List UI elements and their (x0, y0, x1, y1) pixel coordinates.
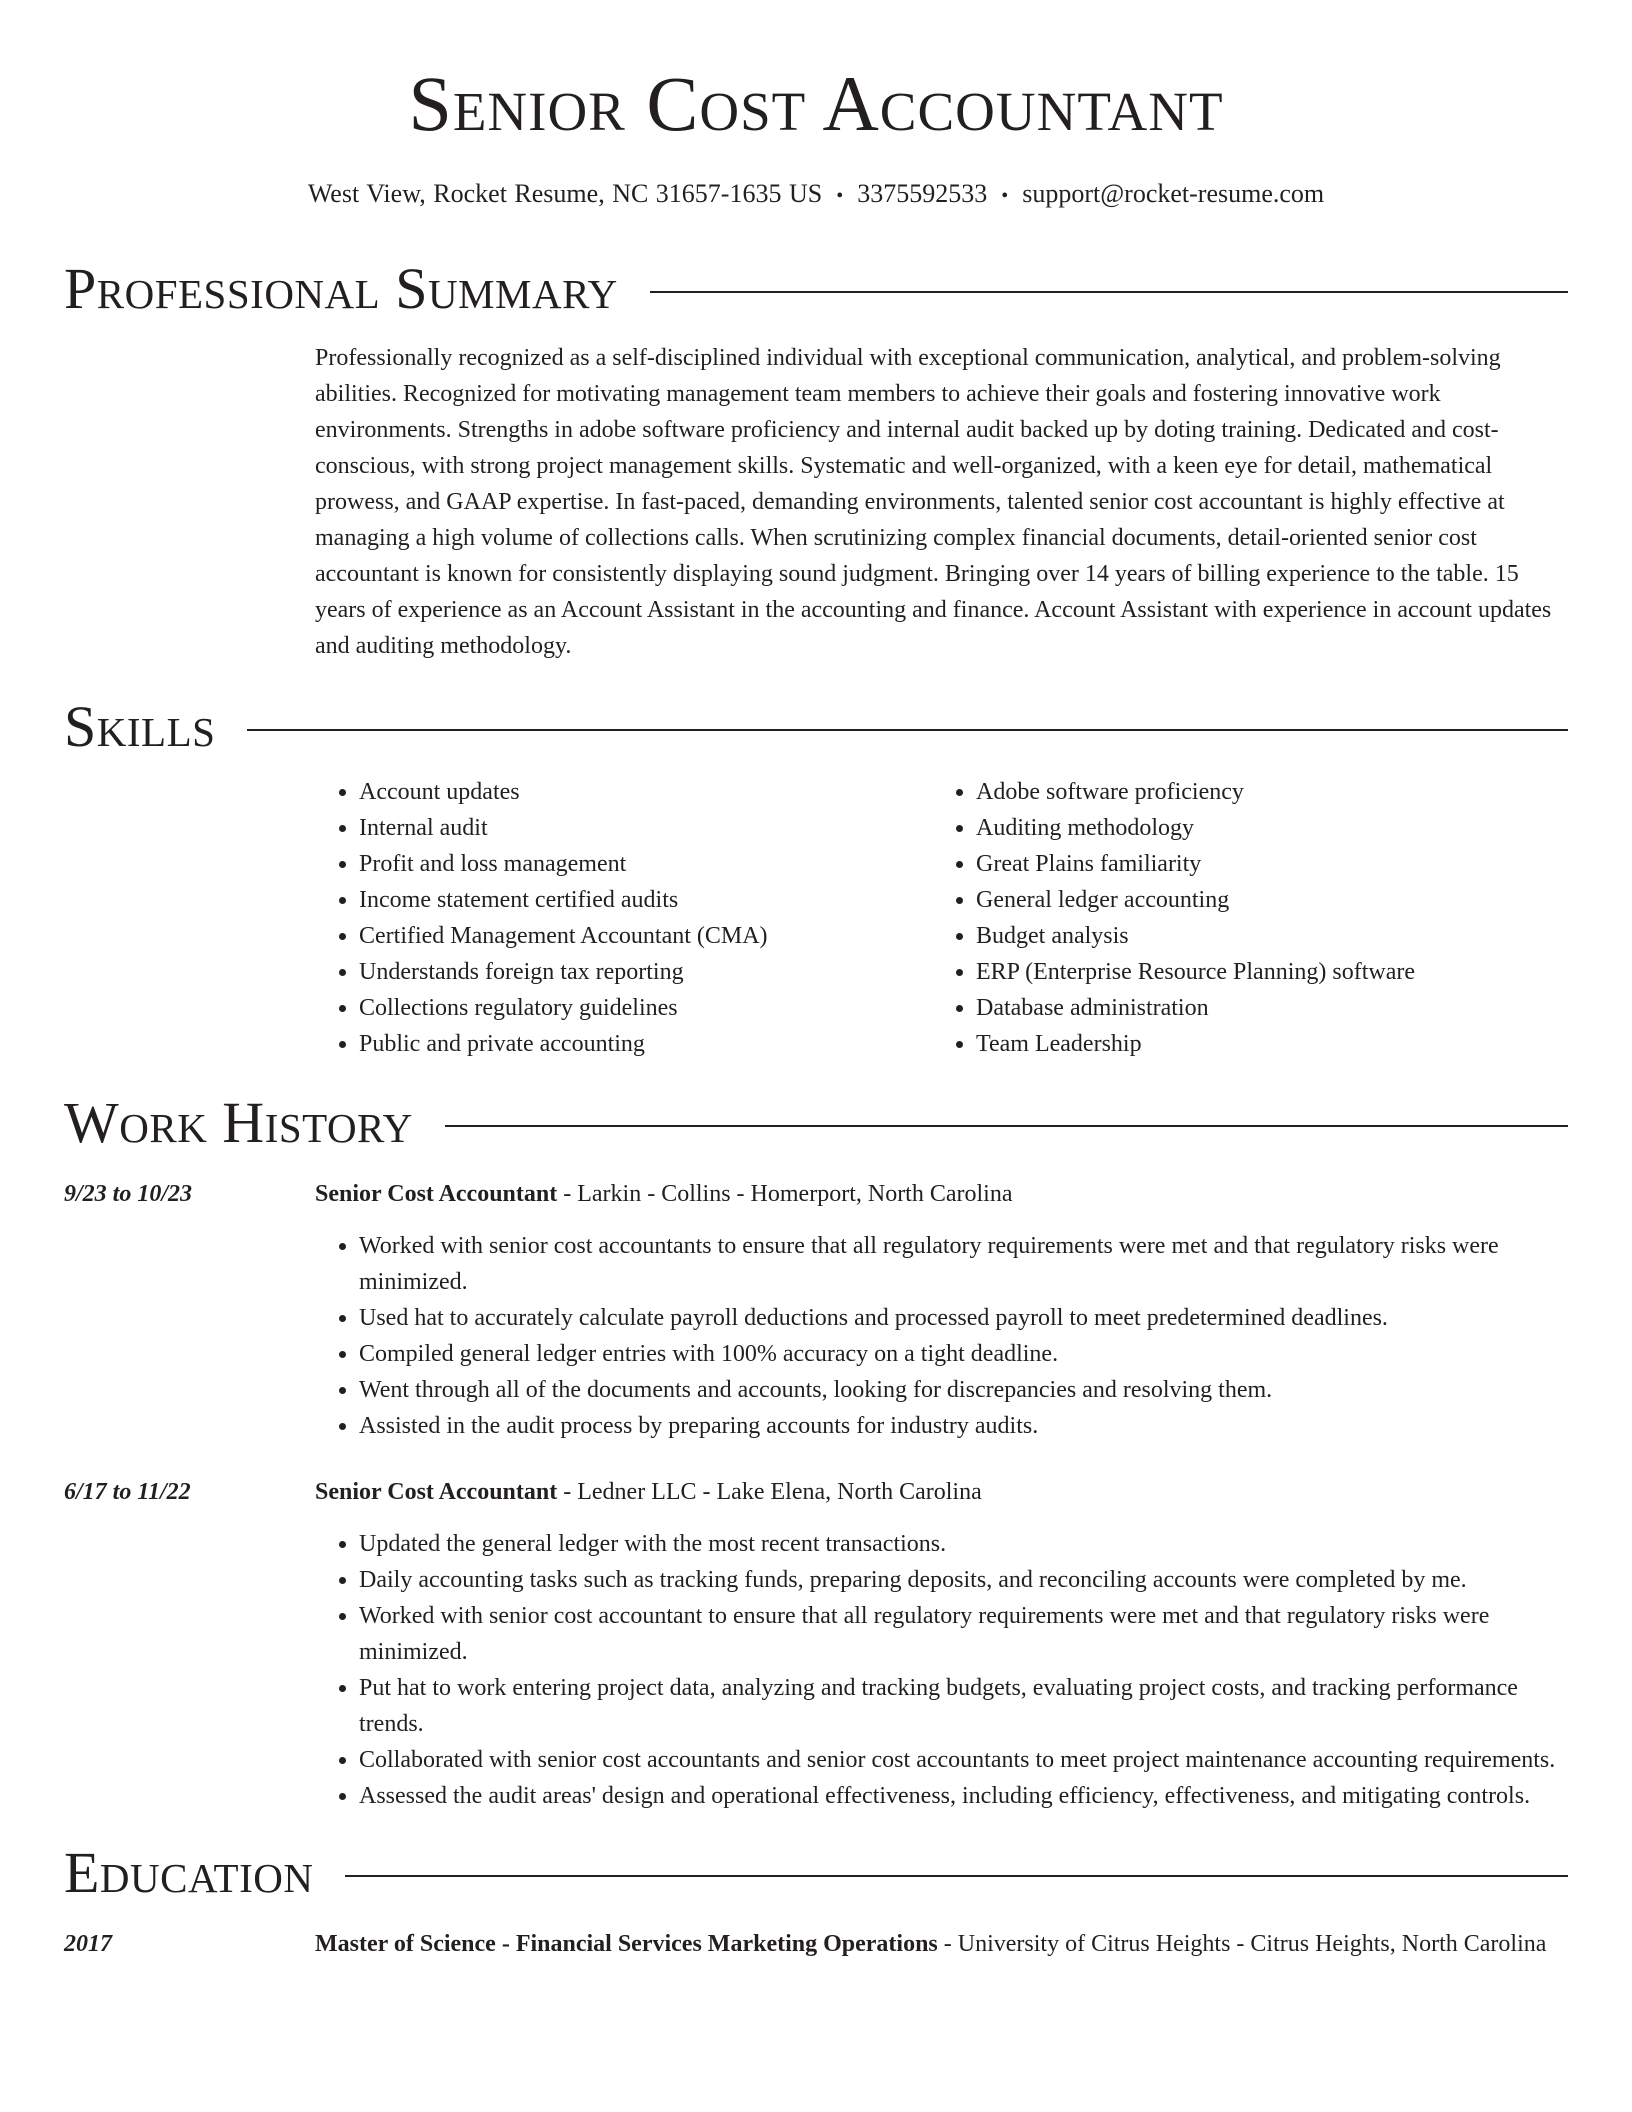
section-divider (650, 291, 1568, 293)
job-bullet: • Compiled general ledger entries with 100% accuracy on a tight deadline. (359, 1336, 1568, 1372)
job-title-line (315, 1176, 1568, 1212)
contact-separator: • (836, 185, 844, 207)
resume-header (64, 0, 1568, 212)
job-dates: 6/17 to 11/22 (64, 1479, 191, 1505)
job-role: Senior Cost Accountant (315, 1181, 558, 1207)
work-section-header (64, 1092, 1568, 1154)
skills-heading: Skills (64, 694, 216, 759)
skill-item: • Income statement certified audits (359, 882, 932, 918)
education-detail (315, 1926, 1568, 1962)
skill-item: • Great Plains familiarity (976, 846, 1415, 882)
skills-column-left (315, 774, 932, 1062)
skill-item: • General ledger accounting (976, 882, 1415, 918)
skill-item: • Account updates (359, 774, 932, 810)
skill-item: • Internal audit (359, 810, 932, 846)
job-detail (315, 1176, 1568, 1444)
contact-phone: 3375592533 (857, 179, 988, 208)
job-bullet: • Worked with senior cost accountant to ensure that all regulatory requirements were met and that regulatory risks were minimized. (359, 1598, 1568, 1670)
summary-section-header (64, 258, 1568, 320)
education-school: - University of Citrus Heights - Citrus Heights, North Carolina (937, 1931, 1547, 1957)
job-entry (64, 1176, 1568, 1444)
skill-item: • ERP (Enterprise Resource Planning) software (976, 954, 1415, 990)
skill-item: • Understands foreign tax reporting (359, 954, 932, 990)
skills-list (315, 774, 1568, 1062)
skill-item: • Budget analysis (976, 918, 1415, 954)
skills-column-right (932, 774, 1415, 1062)
job-title-line (315, 1474, 1568, 1510)
candidate-name: Senior Cost Accountant (408, 60, 1224, 147)
job-bullet: • Collaborated with senior cost accountants and senior cost accountants to meet project maintenance accounting requirements. (359, 1742, 1568, 1778)
skill-item: • Team Leadership (976, 1026, 1415, 1062)
education-year: 2017 (64, 1931, 112, 1957)
job-bullets (315, 1228, 1568, 1444)
summary-text: Professionally recognized as a self-disciplined individual with exceptional communication, analytical, and problem-solving abilities. Recognized for motivating management team members to achieve their goals and fostering innovative work environments. Strengths in adobe software proficiency and internal audit backed up by doting training. Dedicated and cost-conscious, with strong project management skills. Systematic and well-organized, with a keen eye for detail, mathematical prowess, and GAAP expertise. In fast-paced, demanding environments, talented senior cost accountant is highly effective at managing a high volume of collections calls. When scrutinizing complex financial documents, detail-oriented senior cost accountant is known for consistently displaying sound judgment. Bringing over 14 years of billing experience to the table. 15 years of experience as an Account Assistant in the accounting and finance. Account Assistant with experience in account updates and auditing methodology. (315, 345, 1552, 659)
skill-item: • Certified Management Accountant (CMA) (359, 918, 932, 954)
skill-item: • Profit and loss management (359, 846, 932, 882)
job-role: Senior Cost Accountant (315, 1479, 558, 1505)
skill-item: • Adobe software proficiency (976, 774, 1415, 810)
education-degree: Master of Science - Financial Services Marketing Operations (315, 1931, 938, 1957)
section-divider (247, 729, 1568, 731)
skill-item: • Database administration (976, 990, 1415, 1026)
job-bullet: • Daily accounting tasks such as tracking funds, preparing deposits, and reconciling accounts were completed by me. (359, 1562, 1568, 1598)
job-dates: 9/23 to 10/23 (64, 1181, 193, 1207)
work-heading: Work History (64, 1090, 413, 1155)
education-section-header (64, 1842, 1568, 1904)
job-bullet: • Worked with senior cost accountants to ensure that all regulatory requirements were met and that regulatory risks were minimized. (359, 1228, 1568, 1300)
job-bullet: • Used hat to accurately calculate payroll deductions and processed payroll to meet predetermined deadlines. (359, 1300, 1568, 1336)
contact-email: support@rocket-resume.com (1022, 179, 1325, 208)
section-divider (345, 1875, 1568, 1877)
job-bullet: • Updated the general ledger with the most recent transactions. (359, 1526, 1568, 1562)
job-bullet: • Went through all of the documents and accounts, looking for discrepancies and resolving them. (359, 1372, 1568, 1408)
job-company: - Larkin - Collins - Homerport, North Carolina (557, 1181, 1013, 1207)
skill-item: • Collections regulatory guidelines (359, 990, 932, 1026)
skills-section-header (64, 696, 1568, 758)
education-entry (64, 1926, 1568, 1962)
job-entry (64, 1474, 1568, 1814)
education-heading: Education (64, 1840, 314, 1905)
contact-separator: • (1001, 185, 1009, 207)
job-detail (315, 1474, 1568, 1814)
skill-item: • Auditing methodology (976, 810, 1415, 846)
job-bullet: • Put hat to work entering project data, analyzing and tracking budgets, evaluating project costs, and tracking performance trends. (359, 1670, 1568, 1742)
job-company: - Ledner LLC - Lake Elena, North Carolina (557, 1479, 982, 1505)
skill-item: • Public and private accounting (359, 1026, 932, 1062)
summary-heading: Professional Summary (64, 256, 618, 321)
job-bullets (315, 1526, 1568, 1814)
job-bullet: • Assessed the audit areas' design and operational effectiveness, including efficiency, effectiveness, and mitigating controls. (359, 1778, 1568, 1814)
contact-line (64, 178, 1568, 212)
contact-address: West View, Rocket Resume, NC 31657-1635 US (307, 179, 823, 208)
job-bullet: • Assisted in the audit process by preparing accounts for industry audits. (359, 1408, 1568, 1444)
section-divider (445, 1125, 1568, 1127)
